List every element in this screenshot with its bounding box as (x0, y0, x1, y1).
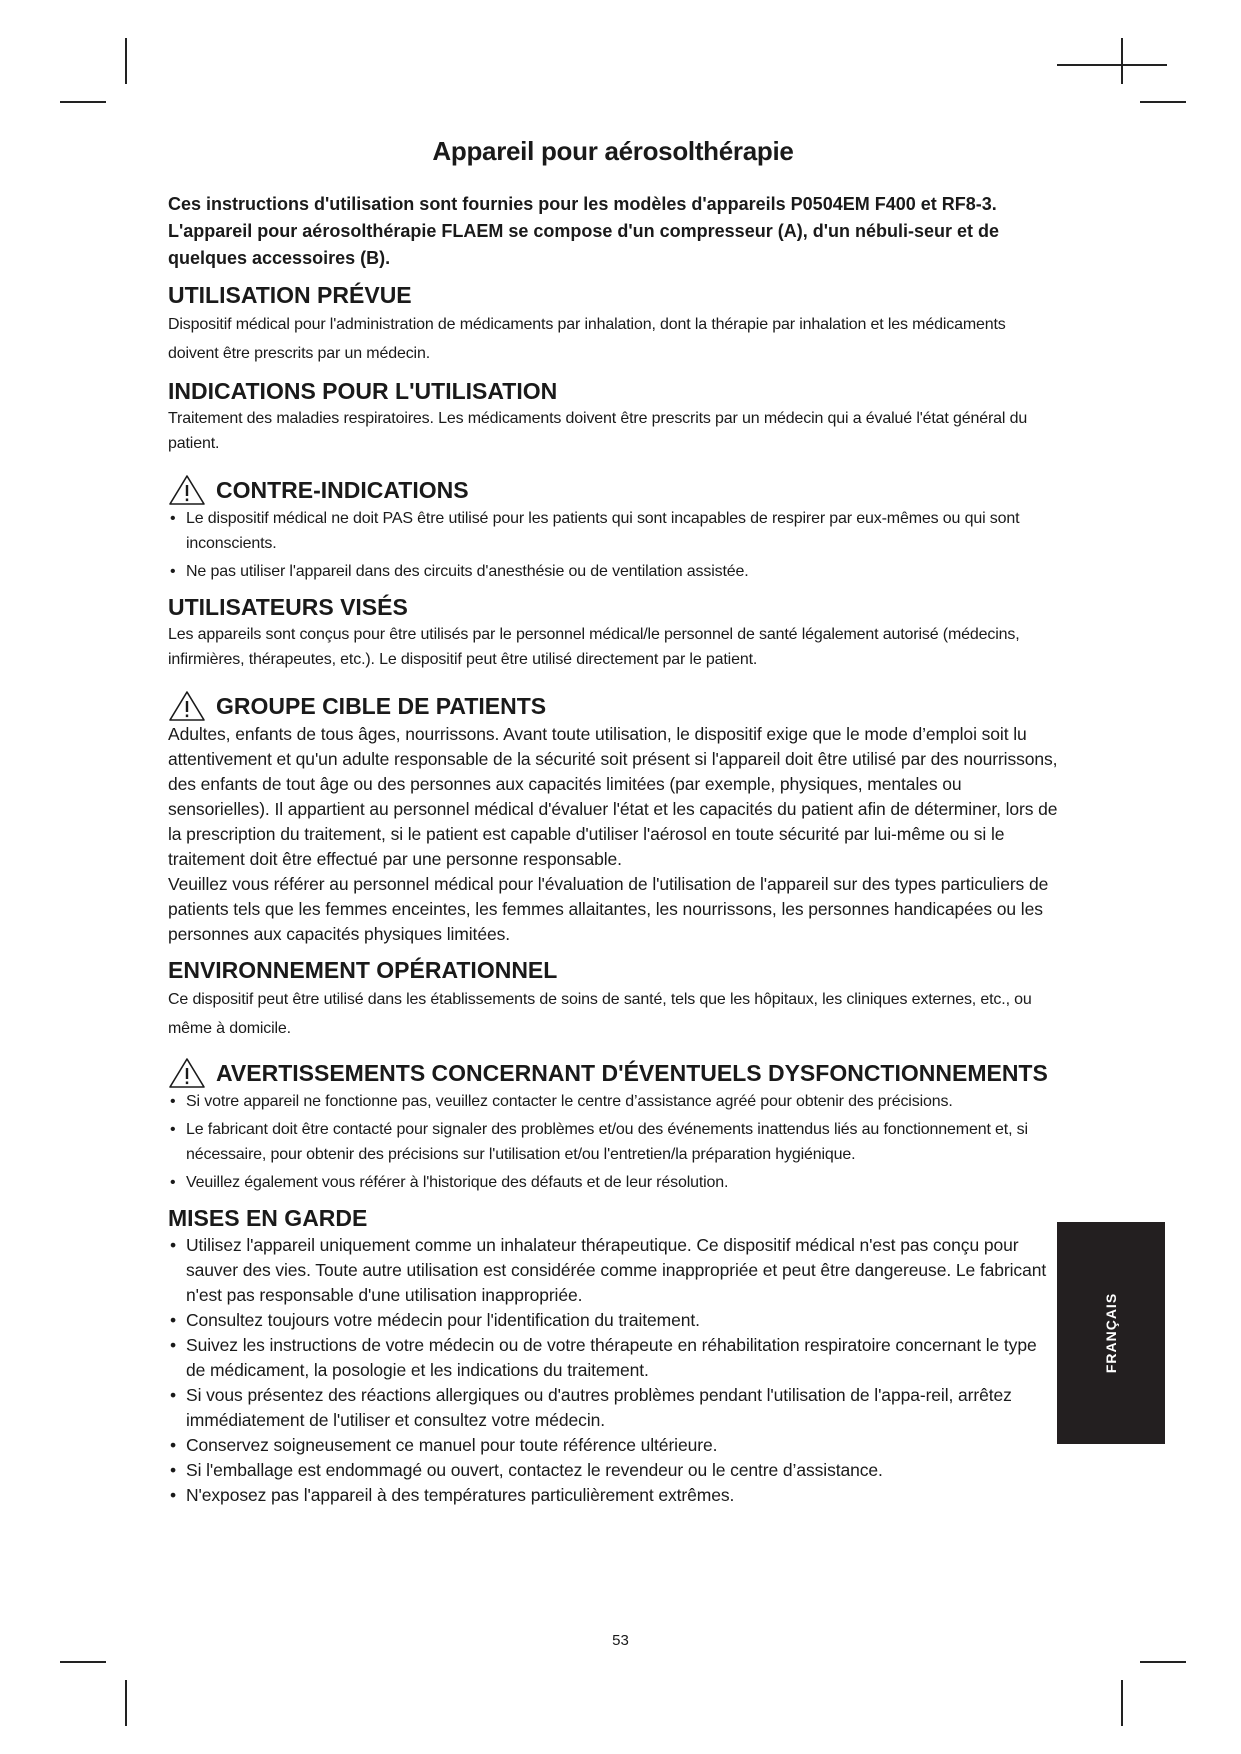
section-utilisation-prevue (168, 280, 1058, 368)
list-item: • Le fabricant doit être contacté pour signaler des problèmes et/ou des événements inattendus liés au fonctionnement et, si nécessaire, pour obtenir des précisions sur l'utilisation et/ou l'entretien/la préparation hygiénique. (168, 1117, 1058, 1167)
crop-mark-top-left-h (60, 101, 106, 103)
section-utilisateurs-vises (168, 592, 1058, 672)
list-item: • Suivez les instructions de votre médecin ou de votre thérapeute en réhabilitation respiratoire concernant le type de médicament, la posologie et les indications du traitement. (168, 1333, 1058, 1383)
section-text: Ce dispositif peut être utilisé dans les établissements de soins de santé, tels que les hôpitaux, les cliniques externes, etc., ou même à domicile. (168, 991, 1032, 1037)
warning-icon (168, 474, 206, 506)
section-avertissements (168, 1057, 1058, 1195)
crop-mark-bottom-left-h (60, 1661, 106, 1663)
contre-indications-list (168, 506, 1058, 584)
warning-icon (168, 690, 206, 722)
section-heading: ENVIRONNEMENT OPÉRATIONNEL (168, 957, 558, 983)
section-heading: CONTRE-INDICATIONS (216, 477, 469, 503)
language-tab-label: FRANÇAIS (1103, 1292, 1119, 1374)
intro-paragraph: Ces instructions d'utilisation sont fournies pour les modèles d'appareils P0504EM F400 et RF8-3. L'appareil pour aérosolthérapie FLAEM se compose d'un compresseur (A), d'un nébuli-seur et de quelques accessoires (B). (168, 194, 999, 268)
section-heading: UTILISATEURS VISÉS (168, 594, 408, 620)
crop-mark-top-right-h1 (1057, 64, 1167, 66)
list-item: • Le dispositif médical ne doit PAS être utilisé pour les patients qui sont incapables de respirer par eux-mêmes ou qui sont inconscients. (168, 506, 1058, 556)
section-text: Les appareils sont conçus pour être utilisés par le personnel médical/le personnel de santé légalement autorisé (médecins, infirmières, thérapeutes, etc.). Le dispositif peut être utilisé directement par le patient. (168, 626, 1020, 668)
list-item: • N'exposez pas l'appareil à des températures particulièrement extrêmes. (168, 1483, 1058, 1508)
section-heading: INDICATIONS POUR L'UTILISATION (168, 378, 558, 404)
page-title: Appareil pour aérosolthérapie (432, 136, 794, 166)
crop-mark-top-right-v (1121, 38, 1123, 84)
crop-mark-bottom-right-v (1121, 1680, 1123, 1726)
list-item: • Si vous présentez des réactions allergiques ou d'autres problèmes pendant l'utilisation de l'appa-reil, arrêtez immédiatement de l'utiliser et consultez votre médecin. (168, 1383, 1058, 1433)
section-contre-indications (168, 474, 1058, 584)
section-text: Adultes, enfants de tous âges, nourrissons. Avant toute utilisation, le dispositif exige que le mode d’emploi soit lu attentivement et qu'un adulte responsable de la sécurité soit présent si l'appareil doit être utilisé par des nourrissons, des enfants de tout âge ou des personnes aux capacités limitées (par exemple, physiques, mentales ou sensorielles). Il appartient au personnel médical d'évaluer l'état et les capacités du patient afin de déterminer, lors de la prescription du traitement, si le patient est capable d'utiliser l'aérosol en toute sécurité par lui-même ou si le traitement doit être effectué par une personne responsable. (168, 724, 1058, 869)
section-heading: AVERTISSEMENTS CONCERNANT D'ÉVENTUELS DYSFONCTIONNEMENTS (216, 1060, 1048, 1086)
section-text: Dispositif médical pour l'administration de médicaments par inhalation, dont la thérapie par inhalation et les médicaments doivent être prescrits par un médecin. (168, 316, 1006, 362)
section-heading: MISES EN GARDE (168, 1205, 368, 1231)
list-item: • Consultez toujours votre médecin pour l'identification du traitement. (168, 1308, 1058, 1333)
list-item: • Conservez soigneusement ce manuel pour toute référence ultérieure. (168, 1433, 1058, 1458)
list-item: • Si votre appareil ne fonctionne pas, veuillez contacter le centre d’assistance agréé pour obtenir des précisions. (168, 1089, 1058, 1114)
section-heading-row (168, 690, 1058, 722)
page-content (168, 136, 1058, 1508)
section-heading: UTILISATION PRÉVUE (168, 282, 412, 308)
page-number: 53 (612, 1632, 629, 1649)
crop-mark-bottom-left-v (125, 1680, 127, 1726)
crop-mark-top-right-h2 (1140, 101, 1186, 103)
section-indications (168, 376, 1058, 456)
section-heading-row (168, 474, 1058, 506)
section-text: Traitement des maladies respiratoires. Les médicaments doivent être prescrits par un médecin qui a évalué l'état général du patient. (168, 410, 1028, 452)
list-item: • Ne pas utiliser l'appareil dans des circuits d'anesthésie ou de ventilation assistée. (168, 559, 1058, 584)
mises-en-garde-list (168, 1233, 1058, 1508)
crop-mark-bottom-right-h (1140, 1661, 1186, 1663)
section-mises-en-garde (168, 1203, 1058, 1508)
list-item: • Si l'emballage est endommagé ou ouvert, contactez le revendeur ou le centre d’assistance. (168, 1458, 1058, 1483)
crop-mark-top-left-v (125, 38, 127, 84)
section-text: Veuillez vous référer au personnel médical pour l'évaluation de l'utilisation de l'appareil sur des types particuliers de patients tels que les femmes enceintes, les femmes allaitantes, les nourrissons, les personnes handicapées ou les personnes aux capacités physiques limitées. (168, 874, 1049, 944)
language-side-tab (1057, 1222, 1165, 1444)
section-groupe-cible (168, 690, 1058, 947)
warning-icon (168, 1057, 206, 1089)
list-item: • Utilisez l'appareil uniquement comme un inhalateur thérapeutique. Ce dispositif médical n'est pas conçu pour sauver des vies. Toute autre utilisation est considérée comme inappropriée et peut être dangereuse. Le fabricant n'est pas responsable d'une utilisation inappropriée. (168, 1233, 1058, 1308)
section-heading: GROUPE CIBLE DE PATIENTS (216, 693, 547, 719)
section-environnement (168, 955, 1058, 1043)
avertissements-list (168, 1089, 1058, 1195)
list-item: • Veuillez également vous référer à l'historique des défauts et de leur résolution. (168, 1170, 1058, 1195)
section-heading-row (168, 1057, 1058, 1089)
